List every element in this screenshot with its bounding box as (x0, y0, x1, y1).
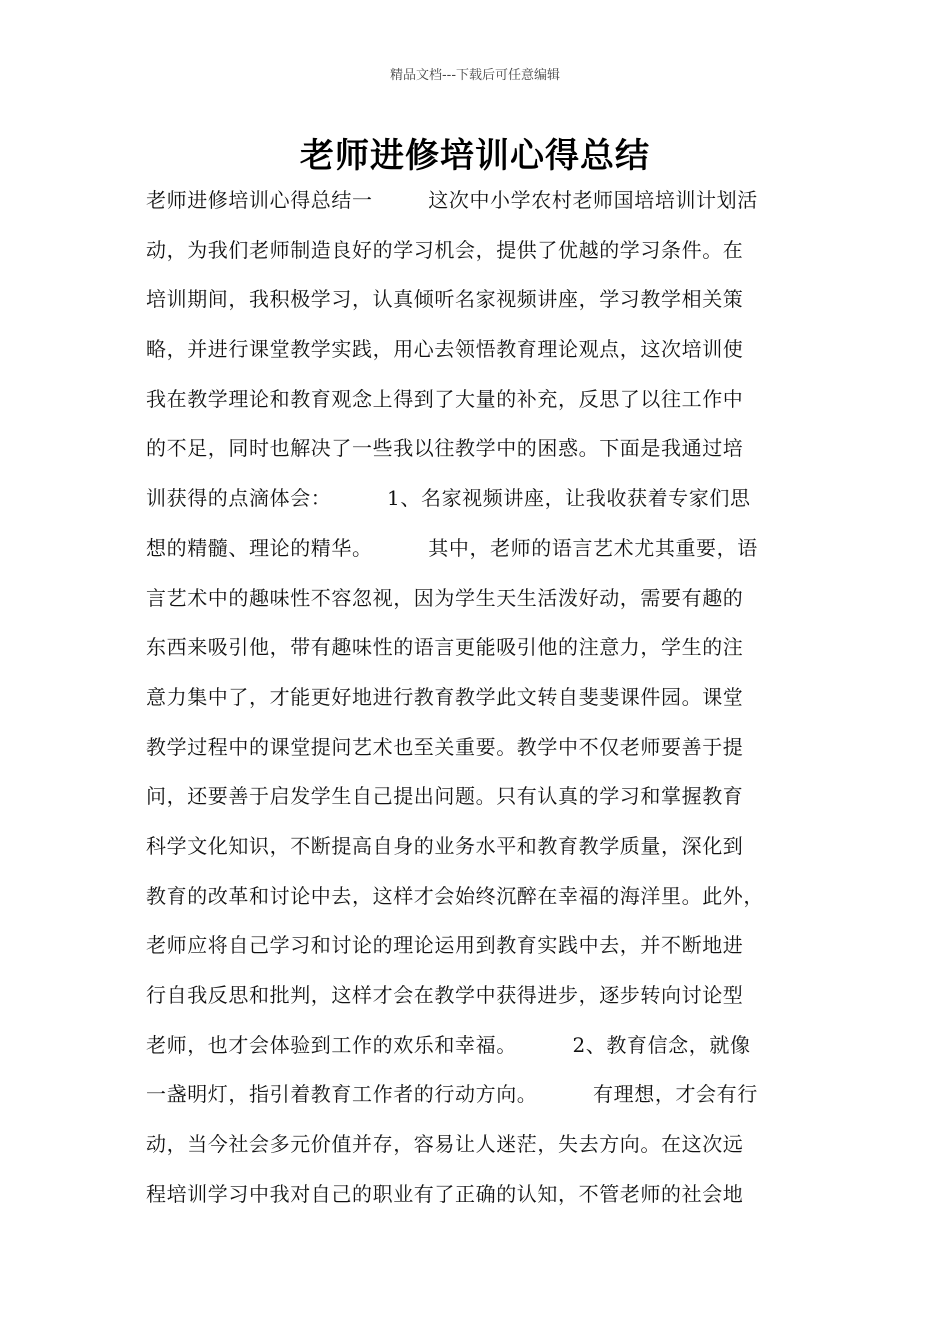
body-line: 意力集中了，才能更好地进行教育教学此文转自斐斐课件园。课堂 (146, 684, 744, 709)
body-line: 老师，也才会体验到工作的欢乐和幸福。 2、教育信念，就像 (146, 1032, 751, 1057)
body-line: 想的精髓、理论的精华。 其中，老师的语言艺术尤其重要，语 (146, 535, 758, 560)
document-body (146, 180, 810, 1223)
body-line: 程培训学习中我对自己的职业有了正确的认知，不管老师的社会地 (146, 1181, 744, 1206)
body-line: 科学文化知识，不断提高自身的业务水平和教育教学质量，深化到 (146, 833, 744, 858)
body-line: 训获得的点滴体会： 1、名家视频讲座，让我收获着专家们思 (146, 486, 751, 511)
body-line: 老师进修培训心得总结一 这次中小学农村老师国培培训计划活 (146, 188, 758, 212)
body-line: 我在教学理论和教育观念上得到了大量的补充，反思了以往工作中 (146, 386, 744, 411)
body-line: 一盏明灯，指引着教育工作者的行动方向。 有理想，才会有行 (146, 1082, 758, 1107)
body-line: 培训期间，我积极学习，认真倾听名家视频讲座，学习教学相关策 (146, 287, 744, 312)
body-line: 东西来吸引他，带有趣味性的语言更能吸引他的注意力，学生的注 (146, 635, 744, 660)
body-line: 的不足，同时也解决了一些我以往教学中的困惑。下面是我通过培 (146, 436, 744, 461)
body-line: 教学过程中的课堂提问艺术也至关重要。教学中不仅老师要善于提 (146, 734, 744, 759)
document-title: 老师进修培训心得总结 (300, 136, 650, 176)
body-line: 行自我反思和批判，这样才会在教学中获得进步，逐步转向讨论型 (146, 983, 744, 1007)
body-line: 问，还要善于启发学生自己提出问题。只有认真的学习和掌握教育 (146, 784, 744, 809)
body-line: 教育的改革和讨论中去，这样才会始终沉醉在幸福的海洋里。此外， (146, 883, 764, 908)
body-line: 动，当今社会多元价值并存，容易让人迷茫，失去方向。在这次远 (146, 1132, 744, 1157)
body-line: 言艺术中的趣味性不容忽视，因为学生天生活泼好动，需要有趣的 (146, 585, 744, 610)
body-line: 动，为我们老师制造良好的学习机会，提供了优越的学习条件。在 (146, 237, 744, 262)
body-line: 略，并进行课堂教学实践，用心去领悟教育理论观点，这次培训使 (146, 337, 744, 362)
header-note: 精品文档---下载后可任意编辑 (389, 68, 561, 83)
body-line: 老师应将自己学习和讨论的理论运用到教育实践中去，并不断地进 (146, 933, 744, 958)
